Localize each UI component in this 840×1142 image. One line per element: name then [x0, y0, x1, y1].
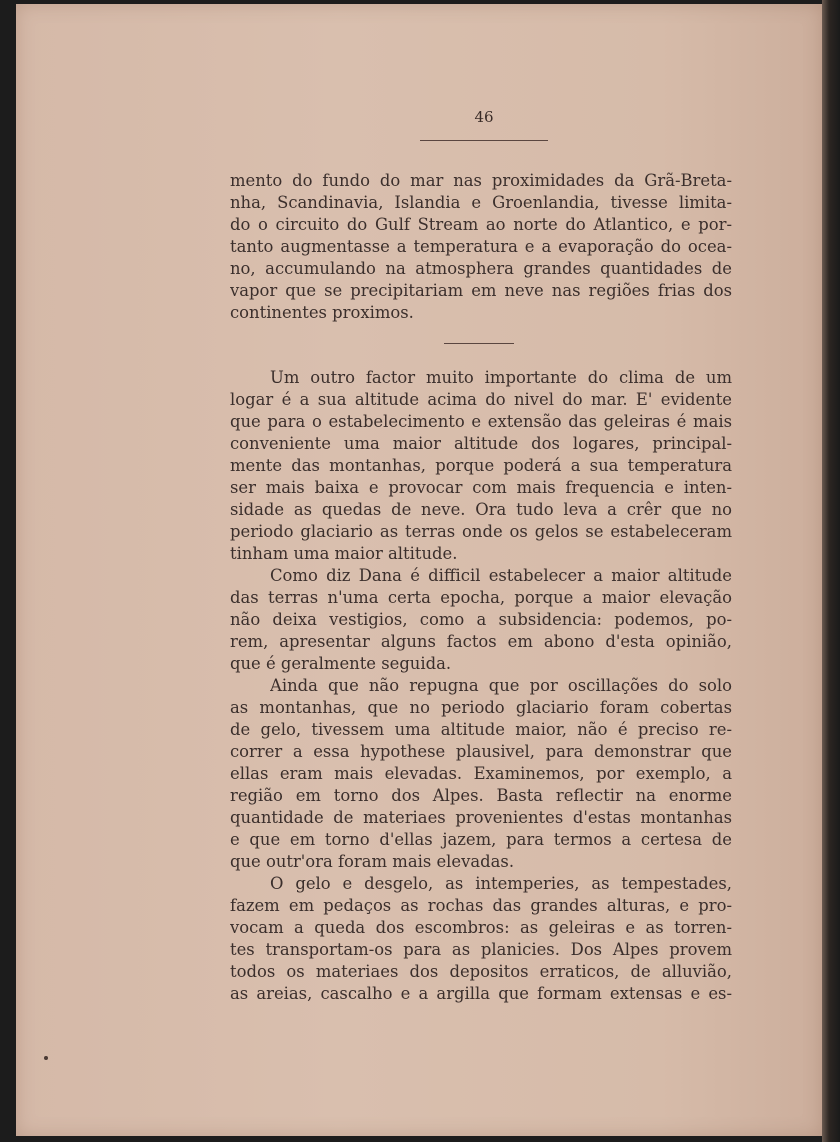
text-line: tinham uma maior altitude. [230, 544, 458, 563]
text-line: as areias, cascalho e a argilla que formam extensas e es- [230, 984, 732, 1003]
text-line: não deixa vestigios, como a subsidencia: podemos, po- [230, 610, 732, 629]
text-line: de gelo, tivessem uma altitude maior, não é preciso re- [230, 720, 732, 739]
text-line: e que em torno d'ellas jazem, para termos a certesa de [230, 830, 732, 849]
text-line: vapor que se precipitariam em neve nas regiões frias dos [230, 281, 732, 300]
text-line: correr a essa hypothese plausivel, para demonstrar que [230, 742, 732, 761]
header-rule [420, 140, 548, 141]
text-line: mento do fundo do mar nas proximidades da Grã-Breta- [230, 171, 732, 190]
text-line: no, accumulando na atmosphera grandes quantidades de [230, 259, 732, 278]
text-line: periodo glaciario as terras onde os gelos se estabeleceram [230, 522, 732, 541]
text-line: Um outro factor muito importante do clima de um [270, 368, 732, 387]
text-line: sidade as quedas de neve. Ora tudo leva a crêr que no [230, 500, 732, 519]
ink-speck [44, 1056, 48, 1060]
section-divider [444, 343, 514, 344]
text-line: região em torno dos Alpes. Basta reflectir na enorme [230, 786, 732, 805]
text-line: nha, Scandinavia, Islandia e Groenlandia, tivesse limita- [230, 193, 732, 212]
text-line: vocam a queda dos escombros: as geleiras e as torren- [230, 918, 732, 937]
text-line: quantidade de materiaes provenientes d'estas montanhas [230, 808, 732, 827]
text-line: ellas eram mais elevadas. Examinemos, por exemplo, a [230, 764, 732, 783]
text-line: ser mais baixa e provocar com mais frequencia e inten- [230, 478, 732, 497]
page-edge [822, 0, 840, 1142]
text-line: tanto augmentasse a temperatura e a evaporação do ocea- [230, 237, 732, 256]
text-line: todos os materiaes dos depositos erraticos, de alluvião, [230, 962, 732, 981]
text-line: tes transportam-os para as planicies. Dos Alpes provem [230, 940, 732, 959]
text-line: conveniente uma maior altitude dos logares, principal- [230, 434, 732, 453]
text-line: que é geralmente seguida. [230, 654, 452, 673]
text-line: do o circuito do Gulf Stream ao norte do Atlantico, e por- [230, 215, 732, 234]
text-line: Como diz Dana é difficil estabelecer a maior altitude [270, 566, 732, 585]
page-number: 46 [474, 108, 494, 126]
text-line: das terras n'uma certa epocha, porque a maior elevação [230, 588, 732, 607]
text-line: rem, apresentar alguns factos em abono d'esta opinião, [230, 632, 732, 651]
text-line: que outr'ora foram mais elevadas. [230, 852, 515, 871]
text-line: logar é a sua altitude acima do nivel do mar. E' evidente [230, 390, 732, 409]
text-line: continentes proximos. [230, 303, 414, 322]
text-line: O gelo e desgelo, as intemperies, as tempestades, [270, 874, 732, 893]
text-line: Ainda que não repugna que por oscillações do solo [270, 676, 732, 695]
text-line: que para o estabelecimento e extensão das geleiras é mais [230, 412, 732, 431]
text-line: mente das montanhas, porque poderá a sua temperatura [230, 456, 732, 475]
text-line: as montanhas, que no periodo glaciario foram cobertas [230, 698, 732, 717]
text-line: fazem em pedaços as rochas das grandes alturas, e pro- [230, 896, 732, 915]
